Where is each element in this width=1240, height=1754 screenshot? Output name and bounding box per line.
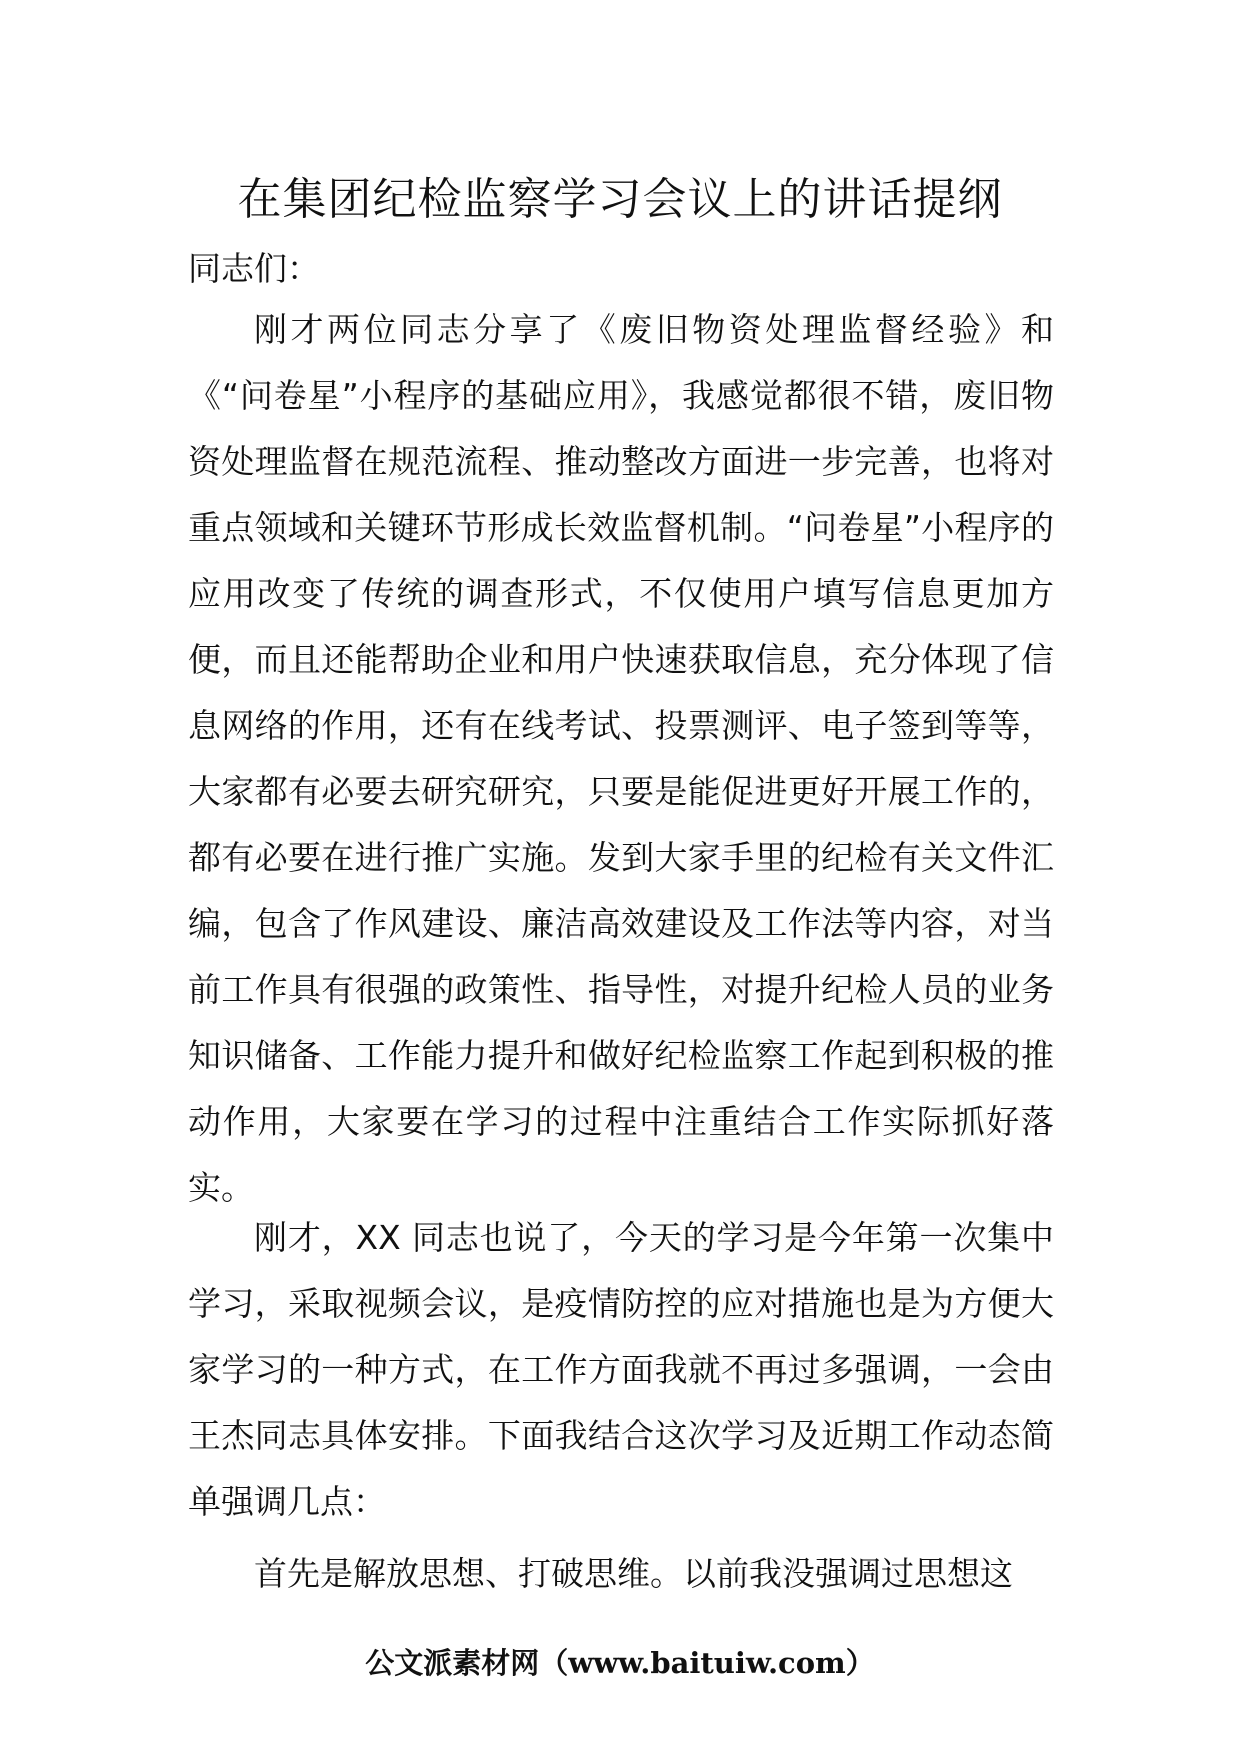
paragraph-2: 刚才，XX 同志也说了，今天的学习是今年第一次集中学习，采取视频会议，是疫情防控的应对措施也是为方便大家学习的一种方式，在工作方面我就不再过多强调，一会由王杰同志具体安排。下面我结合这次学习及近期工作动态简单强调几点： xyxy=(188,1218,1054,1521)
salutation: 同志们： xyxy=(188,249,320,288)
footer-watermark: 公文派素材网（www.baituiw.com） xyxy=(365,1646,875,1680)
paragraph-1: 刚才两位同志分享了《废旧物资处理监督经验》和《“问卷星”小程序的基础应用》，我感觉都很不错，废旧物资处理监督在规范流程、推动整改方面进一步完善，也将对重点领域和关键环节形成长效监督机制。“问卷星”小程序的应用改变了传统的调查形式，不仅使用户填写信息更加方便，而且还能帮助企业和用户快速获取信息，充分体现了信息网络的作用，还有在线考试、投票测评、电子签到等等，大家都有必要去研究研究，只要是能促进更好开展工作的，都有必要在进行推广实施。发到大家手里的纪检有关文件汇编，包含了作风建设、廉洁高效建设及工作法等内容，对当前工作具有很强的政策性、指导性，对提升纪检人员的业务知识储备、工作能力提升和做好纪检监察工作起到积极的推动作用，大家要在学习的过程中注重结合工作实际抓好落实。 xyxy=(188,310,1054,1207)
paragraph-3: 首先是解放思想、打破思维。以前我没强调过思想这 xyxy=(254,1554,1013,1593)
document-title: 在集团纪检监察学习会议上的讲话提纲 xyxy=(237,174,1003,225)
